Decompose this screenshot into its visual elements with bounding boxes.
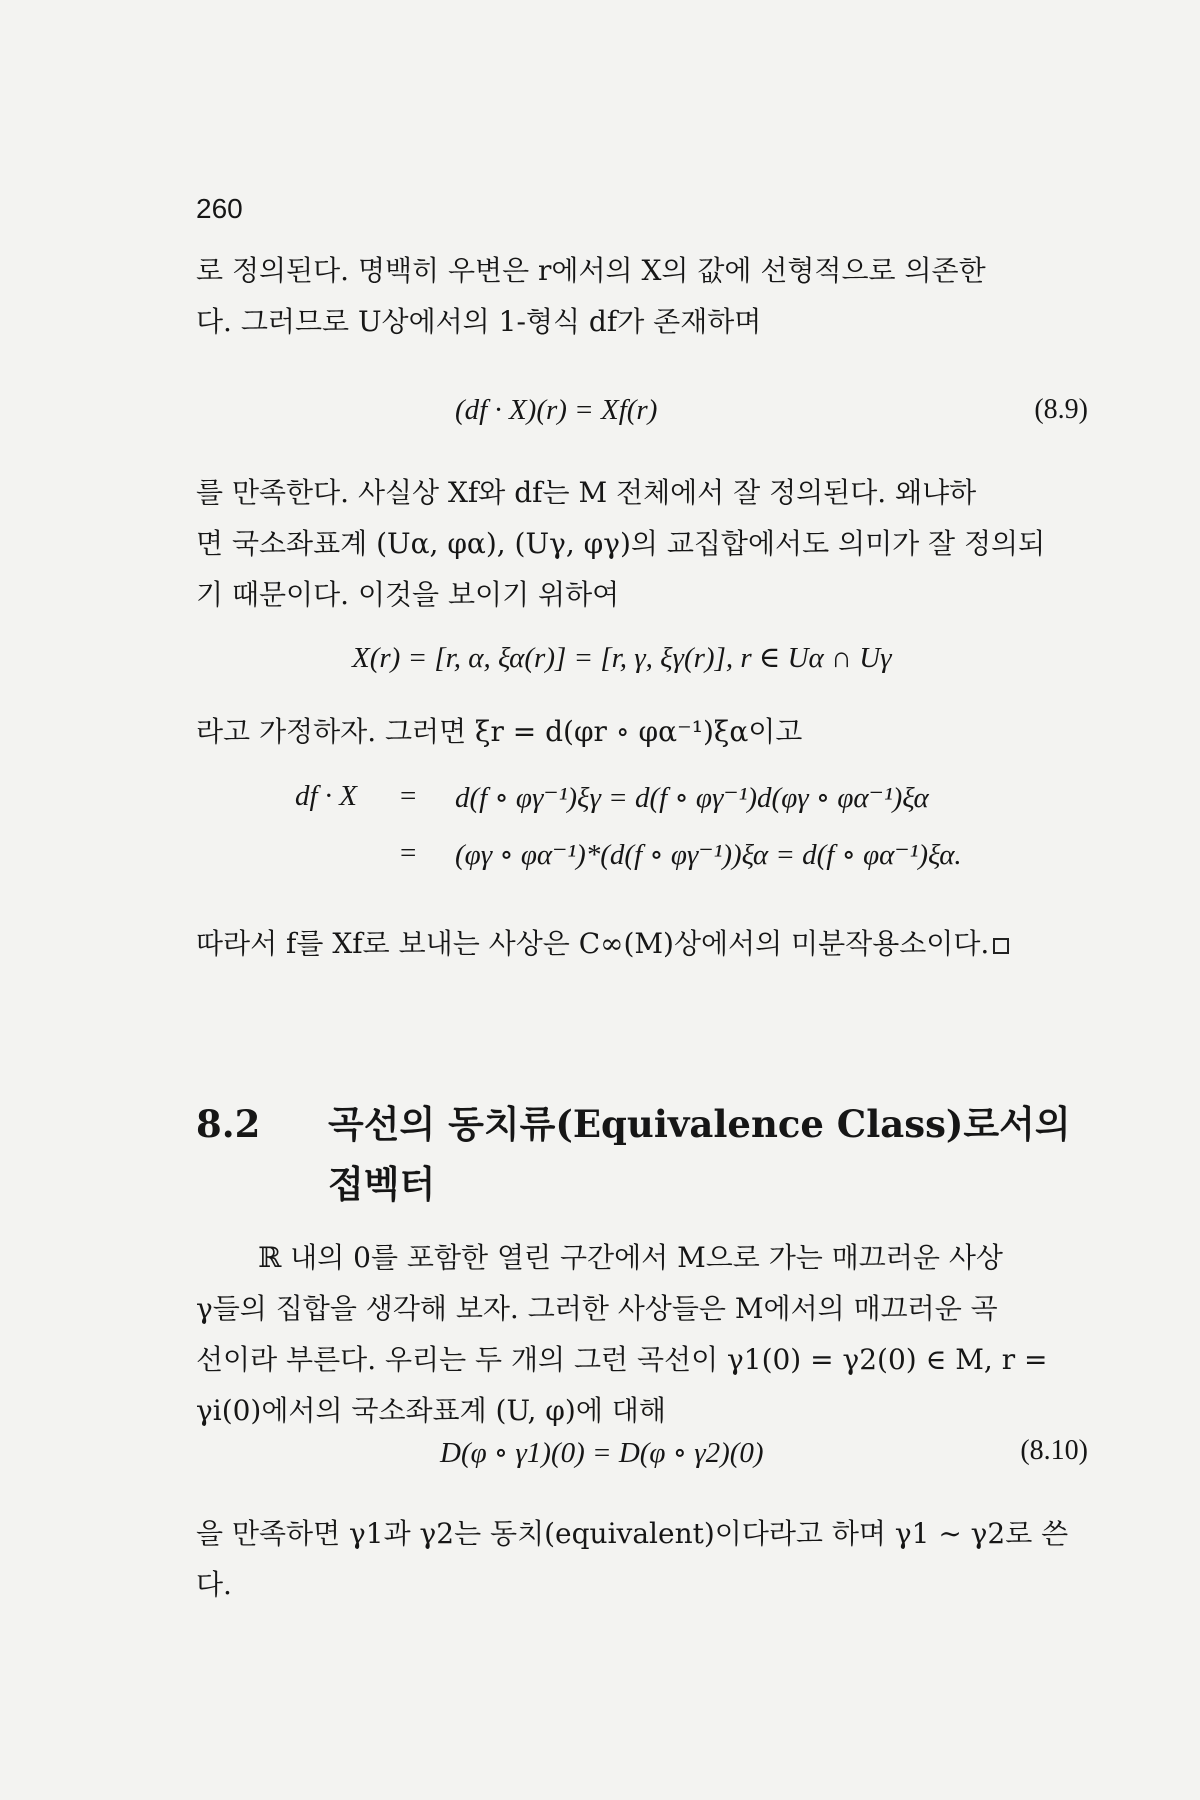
paragraph-5-line-4: γi(0)에서의 국소좌표계 (U, φ)에 대해	[196, 1394, 666, 1427]
paragraph-2-line-1: 를 만족한다. 사실상 Xf와 df는 M 전체에서 잘 정의된다. 왜냐하	[196, 476, 977, 509]
aligned-equation-lhs: df · X	[295, 780, 358, 812]
paragraph-6	[196, 1508, 1088, 1610]
paragraph-5	[196, 1232, 1088, 1436]
paragraph-6-line-1: 을 만족하면 γ1과 γ2는 동치(equivalent)이다라고 하며 γ1 ∼ γ2로 쓴	[196, 1517, 1069, 1550]
equation-8-10-number: (8.10)	[1020, 1435, 1088, 1466]
paragraph-2-line-2: 면 국소좌표계 (Uα, φα), (Uγ, φγ)의 교집합에서도 의미가 잘 정의되	[196, 527, 1046, 560]
paragraph-3-line-1: 라고 가정하자. 그러면 ξr = d(φr ∘ φα⁻¹)ξα이고	[196, 715, 803, 748]
paragraph-5-line-1: ℝ 내의 0를 포함한 열린 구간에서 M으로 가는 매끄러운 사상	[258, 1241, 1003, 1274]
aligned-equation-rhs-1: d(f ∘ φγ⁻¹)ξγ = d(f ∘ φγ⁻¹)d(φγ ∘ φα⁻¹)ξα	[455, 782, 929, 814]
paragraph-1-line-1: 로 정의된다. 명백히 우변은 r에서의 X의 값에 선형적으로 의존한	[196, 254, 986, 287]
paragraph-1-line-2: 다. 그러므로 U상에서의 1-형식 df가 존재하며	[196, 305, 762, 338]
paragraph-4-text: 따라서 f를 Xf로 보내는 사상은 C∞(M)상에서의 미분작용소이다.	[196, 927, 990, 960]
paragraph-4	[196, 918, 1088, 969]
section-heading	[196, 1094, 1096, 1224]
paragraph-1	[196, 245, 1088, 347]
aligned-equation-equals-1: =	[400, 780, 417, 812]
paragraph-3	[196, 706, 1088, 757]
paragraph-5-line-2: γ들의 집합을 생각해 보자. 그러한 사상들은 M에서의 매끄러운 곡	[196, 1292, 998, 1325]
equation-8-9-number: (8.9)	[1034, 394, 1088, 425]
paragraph-2-line-3: 기 때문이다. 이것을 보이기 위하여	[196, 578, 620, 611]
aligned-equation-rhs-2: (φγ ∘ φα⁻¹)*(d(f ∘ φγ⁻¹))ξα = d(f ∘ φα⁻¹)ξα.	[455, 839, 962, 871]
section-number: 8.2	[196, 1102, 261, 1146]
equation-8-10: D(φ ∘ γ1)(0) = D(φ ∘ γ2)(0)	[440, 1437, 764, 1469]
section-title: 곡선의 동치류(Equivalence Class)로서의 접벡터	[328, 1102, 1071, 1206]
qed-square-icon	[993, 938, 1009, 954]
aligned-equation-equals-2: =	[400, 837, 417, 869]
equation-8-9: (df · X)(r) = Xf(r)	[455, 394, 658, 426]
paragraph-5-line-3: 선이라 부른다. 우리는 두 개의 그런 곡선이 γ1(0) = γ2(0) ∈ M, r =	[196, 1343, 1048, 1376]
paragraph-6-line-2: 다.	[196, 1568, 232, 1601]
equation-x-of-r: X(r) = [r, α, ξα(r)] = [r, γ, ξγ(r)], r ∈ Uα ∩ Uγ	[352, 642, 892, 674]
page-number: 260	[196, 193, 243, 224]
paragraph-2	[196, 467, 1088, 620]
paragraph-4-line-1	[196, 918, 1088, 969]
